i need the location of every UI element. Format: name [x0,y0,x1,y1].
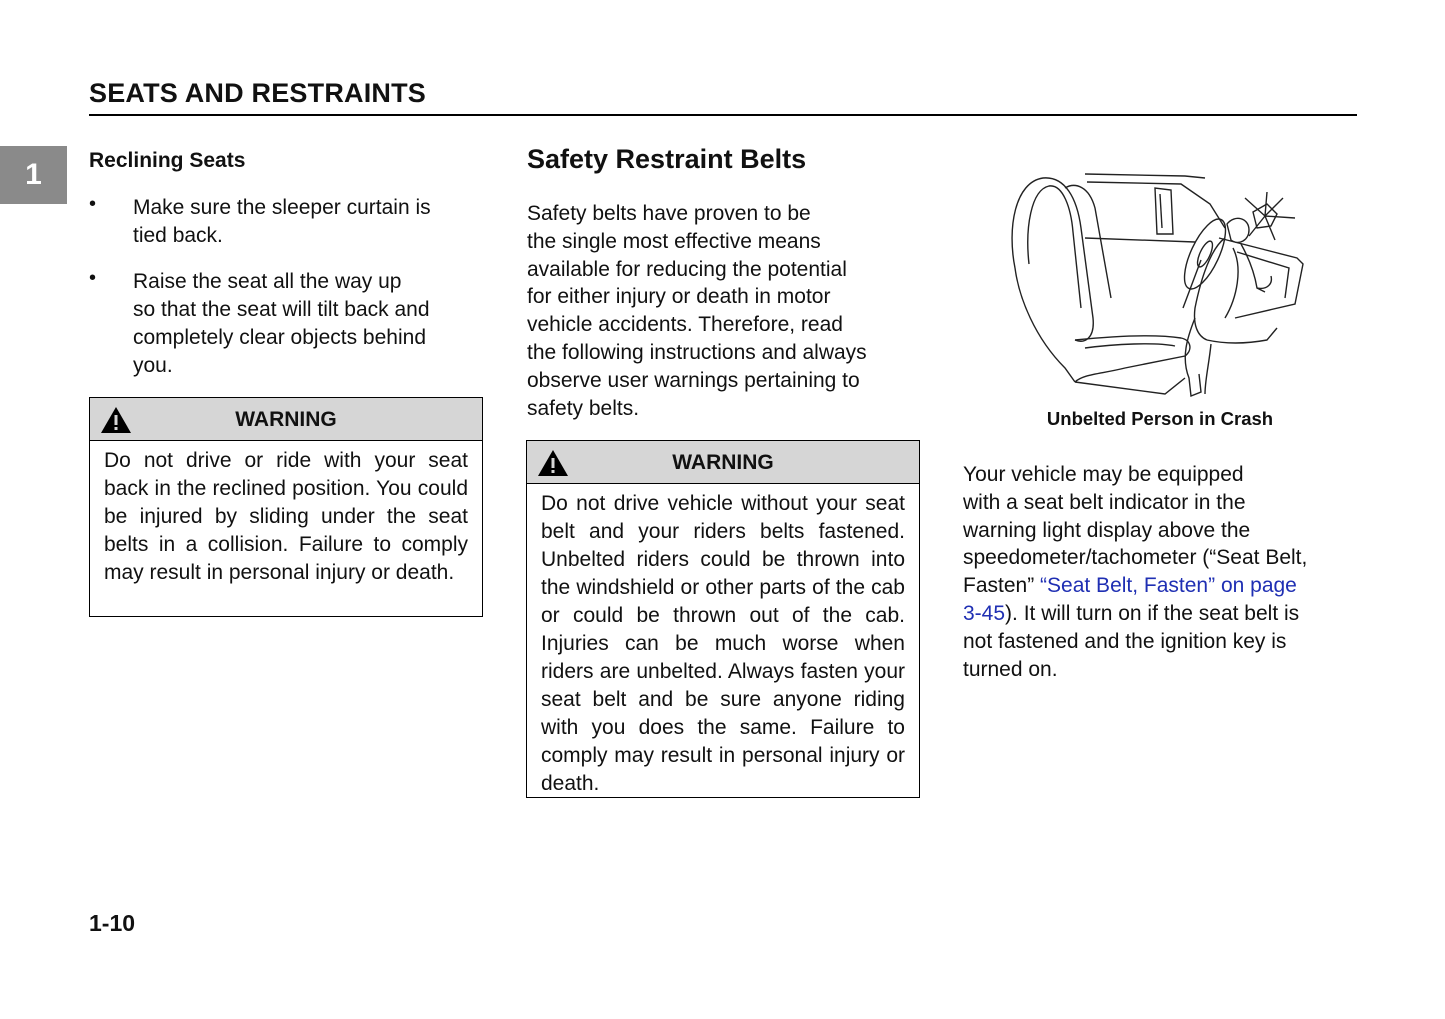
warning-label: WARNING [672,451,774,474]
bullet-text-line: Make sure the sleeper curtain is [133,196,431,219]
bullet-text-line: Raise the seat all the way up [133,270,402,293]
intro-line: Safety belts have proven to be [527,202,811,225]
warning-label: WARNING [235,408,337,431]
reclining-seats-heading: Reclining Seats [89,149,246,172]
figure-caption: Unbelted Person in Crash [1046,408,1274,429]
indicator-text: ). It will turn on if the seat belt is [1005,601,1300,625]
indicator-line: warning light display above the [963,518,1251,542]
chapter-tab: 1 [0,146,67,204]
intro-line: the following instructions and always [527,340,867,364]
bullet-item [89,268,479,380]
intro-line: safety belts. [527,396,640,420]
bullet-text-line: tied back. [133,224,223,247]
seat-belt-indicator-paragraph [963,461,1307,683]
belts-warning-box [526,440,920,798]
page-reference-link[interactable]: 3-45 [963,601,1006,625]
indicator-line [963,572,1307,600]
indicator-line: not fastened and the ignition key is [963,629,1287,653]
indicator-line [963,600,1307,628]
page-number: 1-10 [89,910,136,936]
intro-line: available for reducing the potential [527,257,847,281]
seat-belt-fasten-link[interactable]: “Seat Belt, Fasten” on page [1040,574,1297,598]
bullet-item [89,194,479,250]
bullet-text-line: you. [133,354,173,377]
intro-line: observe user warnings pertaining to [527,368,860,392]
warning-header [90,398,482,441]
indicator-line: turned on. [963,657,1058,681]
intro-line: vehicle accidents. Therefore, read [527,313,843,337]
header-divider [89,114,1357,116]
bullet-text-line: so that the seat will tilt back and [133,298,430,321]
warning-text: Do not drive or ride with your seat back in the reclined position. You could be injured by sliding under the seat belts in a collision. Failure to comply may result in personal injury or death. [104,449,468,584]
bullet-icon: • [89,193,97,215]
intro-line: the single most effective means [527,229,821,253]
indicator-line: speedometer/tachometer (“Seat Belt, [963,546,1308,570]
warning-text: Do not drive vehicle without your seat belt and your riders belts fastened. Unbelted riders could be thrown into the windshield or other parts of the cab or could be thrown out of the cab. Injuries can be much worse when riders are unbelted. Always fasten your seat belt and be sure anyone riding with you does the same. Failure to comply may result in personal injury or death. [541,492,905,795]
bullet-icon: • [89,267,97,289]
indicator-text: Fasten” [963,574,1041,598]
indicator-line: Your vehicle may be equipped [963,463,1244,486]
unbelted-person-crash-illustration [1005,168,1315,404]
intro-line: for either injury or death in motor [527,285,831,309]
reclining-warning-box [89,397,483,617]
bullet-text-line: completely clear objects behind [133,326,426,349]
warning-header [527,441,919,484]
page-header-title: SEATS AND RESTRAINTS [89,78,427,108]
safety-belts-heading: Safety Restraint Belts [527,144,807,174]
indicator-line: with a seat belt indicator in the [963,490,1246,514]
safety-belts-intro [527,200,867,422]
